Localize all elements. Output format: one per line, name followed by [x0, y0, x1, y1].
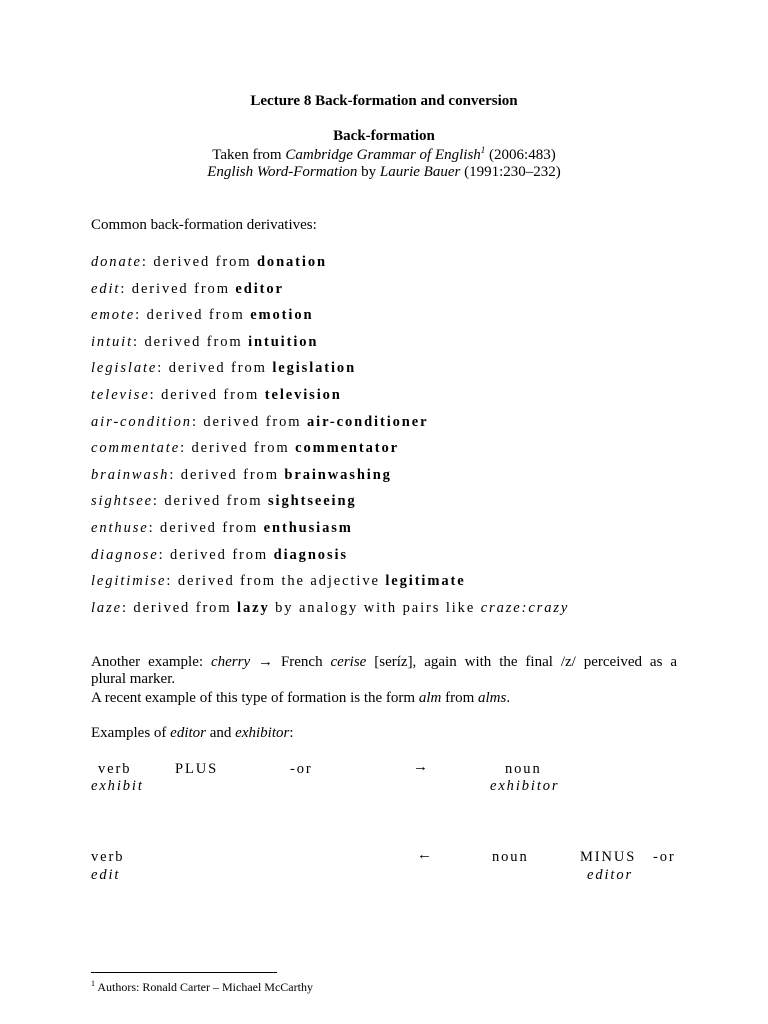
derivative-word: edit	[91, 280, 121, 297]
derivative-source: donation	[256, 254, 327, 270]
recent-example	[91, 689, 510, 707]
derivative-row	[91, 386, 342, 404]
derivative-connector: : derived from	[141, 254, 257, 270]
derivative-connector: : derived from	[169, 466, 285, 483]
derivative-connector: : derived from	[157, 360, 273, 377]
derivative-source: air-conditioner	[307, 413, 429, 430]
derivative-word: commentate	[91, 440, 181, 457]
examples-heading-prefix: Examples of	[91, 725, 171, 741]
derivative-source: commentator	[295, 440, 399, 457]
derivative-source: editor	[235, 280, 284, 297]
derivative-connector: : derived from the adjective	[166, 573, 386, 590]
derivative-row	[91, 439, 399, 457]
derivative-connector: : derived from	[121, 599, 238, 616]
another-example-line-2: plural marker.	[91, 671, 176, 687]
source-line-2	[0, 163, 768, 181]
source1-suffix: (2006:483)	[485, 147, 556, 163]
derivative-word: enthuse	[91, 520, 149, 536]
example2-verb-label: verb	[91, 849, 125, 865]
footnote-text: Authors: Ronald Carter – Michael McCarthy	[95, 980, 313, 994]
derivative-source: sightseeing	[268, 493, 357, 510]
example2-verb-word: edit	[91, 867, 121, 883]
examples-heading-end: :	[289, 725, 294, 741]
source1-title: Cambridge Grammar of English	[285, 147, 481, 163]
source2-author: Laurie Bauer	[379, 164, 461, 180]
derivative-word: brainwash	[91, 466, 170, 483]
derivative-tail-example: craze:crazy	[480, 599, 570, 616]
source-line-1	[0, 146, 768, 164]
derivative-connector: : derived from	[158, 546, 274, 563]
derivative-row	[91, 492, 357, 510]
derivatives-intro: Common back-formation derivatives:	[91, 217, 317, 233]
derivative-row	[91, 546, 348, 564]
example1-verb-word: exhibit	[91, 778, 144, 794]
example1-noun-label: noun	[505, 761, 542, 777]
derivative-word: emote	[91, 307, 136, 324]
source2-title: English Word-Formation	[207, 164, 358, 180]
footnote-separator	[91, 972, 277, 973]
derivative-row	[91, 572, 466, 590]
derivative-word: air-condition	[91, 413, 192, 430]
source2-suffix: (1991:230–232)	[460, 164, 561, 180]
derivative-source: brainwashing	[284, 466, 392, 483]
derivative-word: legitimise	[91, 573, 167, 590]
derivative-row	[91, 333, 318, 351]
footnote-reference: 1	[480, 145, 486, 155]
example1-verb-label: verb	[98, 761, 132, 777]
derivative-connector: : derived from	[133, 333, 249, 350]
section-title: Back-formation	[333, 128, 435, 144]
derivative-connector: : derived from	[148, 520, 264, 536]
another-example-prefix: Another example:	[91, 654, 211, 670]
derivative-word: intuit	[91, 333, 134, 350]
another-example-line-1	[91, 653, 677, 671]
derivative-row	[91, 413, 428, 431]
recent-example-prefix: A recent example of this type of formation is the form	[91, 690, 419, 706]
examples-heading	[91, 724, 294, 742]
derivative-row	[91, 519, 353, 537]
example2-minus-label: MINUS	[580, 849, 637, 865]
derivative-row	[91, 599, 569, 617]
derivative-row	[91, 253, 327, 271]
derivative-source: television	[264, 387, 342, 403]
derivative-word: diagnose	[91, 546, 159, 563]
example-word-alm: alm	[418, 690, 442, 706]
derivative-word: donate	[91, 254, 142, 270]
examples-heading-exhibitor: exhibitor	[235, 725, 290, 741]
derivative-connector: : derived from	[180, 440, 296, 457]
derivative-connector: : derived from	[149, 387, 265, 403]
another-example-rest: [seríz], again with the final /z/ perceived as a	[366, 654, 677, 670]
derivative-word: laze	[91, 599, 122, 616]
derivative-tail: by analogy with pairs like	[269, 599, 481, 616]
derivative-row	[91, 359, 356, 377]
example-word-cerise: cerise	[330, 654, 367, 670]
footnote-mark: 1	[91, 979, 95, 988]
derivative-connector: : derived from	[152, 493, 268, 510]
example1-plus-label: PLUS	[175, 761, 219, 777]
footnote	[91, 980, 313, 994]
french-label: French	[273, 654, 331, 670]
derivative-word: televise	[91, 387, 150, 403]
derivative-row	[91, 466, 392, 484]
derivative-source: diagnosis	[273, 546, 348, 563]
derivative-source: lazy	[237, 599, 270, 616]
source2-by: by	[357, 164, 380, 180]
example1-noun-word: exhibitor	[490, 778, 560, 794]
derivative-connector: : derived from	[120, 280, 236, 297]
derivative-row	[91, 306, 313, 324]
example1-suffix: -or	[290, 761, 313, 777]
derivative-row	[91, 280, 284, 298]
right-arrow-icon: →	[413, 759, 428, 775]
examples-heading-editor: editor	[170, 725, 206, 741]
right-arrow-icon: →	[258, 654, 274, 670]
derivative-word: sightsee	[91, 493, 153, 510]
derivative-word: legislate	[91, 360, 158, 377]
source1-prefix: Taken from	[212, 147, 286, 163]
example2-noun-word: editor	[587, 867, 634, 883]
recent-example-end: .	[506, 690, 511, 706]
example2-suffix: -or	[653, 849, 676, 865]
derivative-connector: : derived from	[191, 413, 308, 430]
lecture-title: Lecture 8 Back-formation and conversion	[250, 93, 518, 109]
derivative-connector: : derived from	[135, 307, 251, 324]
derivative-source: enthusiasm	[263, 520, 353, 536]
examples-heading-and: and	[206, 725, 236, 741]
example-word-alms: alms	[478, 690, 507, 706]
derivative-source: legislation	[272, 360, 357, 377]
derivative-source: emotion	[250, 307, 314, 324]
derivative-source: intuition	[248, 333, 319, 350]
example-word-cherry: cherry	[210, 654, 251, 670]
derivative-source: legitimate	[385, 573, 466, 590]
recent-example-from: from	[441, 690, 478, 706]
example2-noun-label: noun	[492, 849, 529, 865]
left-arrow-icon: ←	[417, 847, 432, 863]
